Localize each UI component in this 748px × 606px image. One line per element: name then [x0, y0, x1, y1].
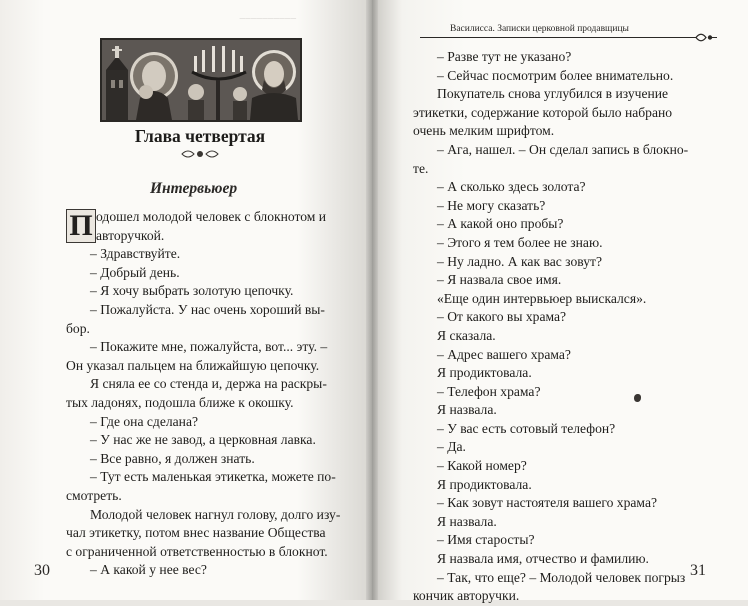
text-line: – У вас есть сотовый телефон?	[437, 420, 616, 436]
text-line: Я продиктовала.	[437, 365, 532, 381]
text-line: одошел молодой человек с блокнотом и	[96, 209, 327, 224]
text-line: – Я назвала свое имя.	[437, 272, 562, 288]
text-line: с ограниченной ответственностью в блокнот.	[66, 543, 328, 559]
text-line: – Не могу сказать?	[437, 197, 546, 213]
text-line: – Все равно, я должен знать.	[90, 450, 255, 466]
text-line: – От какого вы храма?	[437, 309, 567, 325]
right-page-text	[413, 48, 713, 606]
text-line: – Где она сделана?	[90, 413, 199, 429]
bleed-through-text: ‾‾‾‾‾‾‾‾‾‾	[240, 18, 297, 33]
text-line: – Тут есть маленькая этикетка, можете по-	[90, 469, 336, 485]
text-line: этикетки, содержание которой было набрано	[413, 104, 673, 120]
text-line: Покупатель снова углубился в изучение	[437, 86, 669, 102]
running-head: Василисса. Записки церковной продавщицы	[450, 24, 629, 34]
text-line: – Сейчас посмотрим более внимательно.	[437, 67, 674, 83]
text-line: – Имя старосты?	[437, 532, 535, 548]
text-line: – Добрый день.	[90, 264, 180, 280]
text-line: тых ладонях, подошла ближе к окошку.	[66, 394, 294, 410]
text-line: – Адрес вашего храма?	[437, 346, 571, 362]
header-ornament-icon	[688, 31, 718, 44]
text-line: – Я хочу выбрать золотую цепочку.	[90, 283, 294, 299]
text-line: авторучкой.	[96, 227, 165, 243]
text-line: – Разве тут не указано?	[437, 49, 572, 64]
text-line: Я назвала.	[437, 402, 497, 418]
text-line: очень мелким шрифтом.	[413, 123, 555, 139]
text-line: Он указал пальцем на ближайшую цепочку.	[66, 357, 320, 373]
drop-cap: П	[66, 209, 96, 243]
text-line: те.	[413, 160, 429, 176]
text-line: – А какой у нее вес?	[90, 562, 207, 578]
header-rule	[420, 37, 690, 38]
text-line: – Телефон храма?	[437, 383, 541, 399]
text-line: Я продиктовала.	[437, 476, 532, 492]
text-line: «Еще один интервьюер выискался».	[437, 290, 647, 306]
text-line: Я назвала.	[437, 513, 497, 529]
text-line: – Этого я тем более не знаю.	[437, 234, 603, 250]
text-line: Я сняла ее со стенда и, держа на раскры-	[90, 376, 327, 392]
text-line: – Пожалуйста. У нас очень хороший вы-	[90, 301, 325, 317]
text-line: – Ну ладно. А как вас зовут?	[437, 253, 602, 269]
book-gutter	[366, 0, 378, 600]
opening-paragraph	[66, 208, 346, 245]
text-line: – Какой номер?	[437, 458, 527, 474]
ink-smudge	[634, 394, 641, 402]
ornament-icon	[180, 148, 220, 160]
section-title: Интервьюер	[150, 180, 238, 197]
text-line: – А сколько здесь золота?	[437, 179, 586, 195]
chapter-title: Глава четвертая	[134, 126, 266, 146]
text-line: Я назвала имя, отчество и фамилию.	[437, 551, 649, 567]
text-line: – Так, что еще? – Молодой человек погрыз	[437, 569, 686, 585]
text-line: – Здравствуйте.	[90, 246, 181, 262]
page-number: 30	[34, 562, 50, 579]
text-line: – Как зовут настоятеля вашего храма?	[437, 495, 658, 511]
text-line: кончик авторучки.	[413, 588, 520, 604]
text-line: Молодой человек нагнул голову, долго изу-	[90, 506, 341, 522]
text-line: смотреть.	[66, 487, 122, 503]
chapter-illustration	[100, 38, 302, 122]
text-line: бор.	[66, 320, 90, 336]
text-line: Я сказала.	[437, 327, 496, 343]
left-page-text	[66, 208, 346, 580]
text-line: – Покажите мне, пожалуйста, вот... эту. –	[90, 339, 328, 355]
text-line: – А какой оно пробы?	[437, 216, 564, 232]
page-number: 31	[690, 562, 706, 579]
text-line: чал этикетку, потом внес название Общества	[66, 525, 326, 541]
text-line: – У нас же не завод, а церковная лавка.	[90, 432, 316, 448]
text-line: – Да.	[437, 439, 466, 455]
text-line: – Ага, нашел. – Он сделал запись в блокно-	[437, 141, 689, 157]
